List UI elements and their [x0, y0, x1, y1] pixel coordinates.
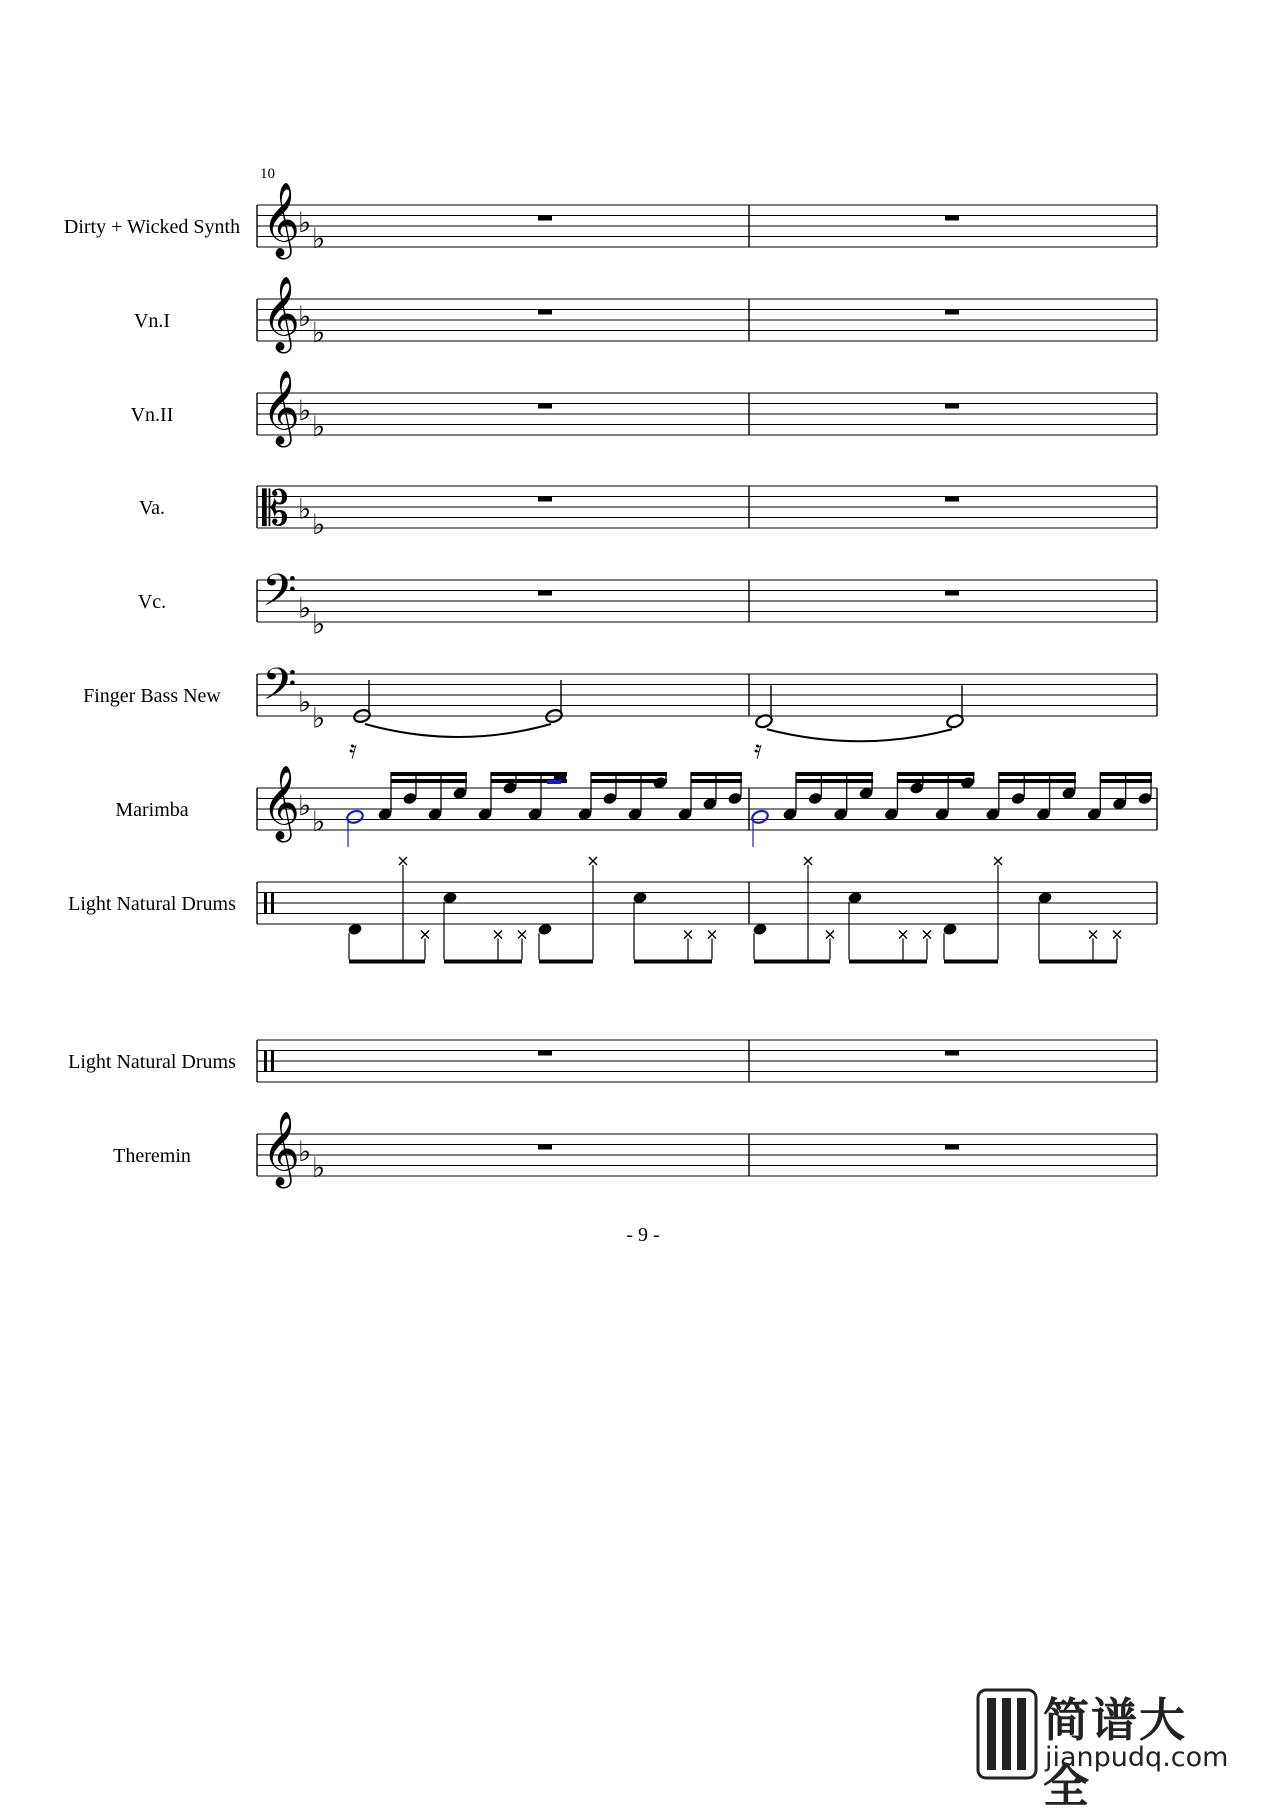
beam	[391, 772, 467, 776]
cross-note-head	[494, 931, 502, 939]
sixteenth-rest-icon: 𝄿	[754, 735, 762, 765]
beam	[691, 772, 742, 776]
beam	[897, 772, 974, 776]
cross-note-head	[826, 931, 834, 939]
staff	[113, 1112, 1157, 1189]
instrument-label: Vc.	[137, 591, 167, 613]
beam	[796, 772, 873, 776]
site-logo	[975, 1684, 1229, 1813]
cross-note-head	[1089, 931, 1097, 939]
cross-note-head	[923, 931, 931, 939]
cross-note-head	[899, 931, 907, 939]
piano-keys-icon	[975, 1684, 1041, 1784]
whole-rest	[945, 216, 959, 221]
staves-layer	[64, 183, 1157, 1189]
beam	[691, 779, 742, 783]
beam	[1039, 960, 1117, 964]
staff	[138, 564, 1157, 640]
beam	[796, 779, 873, 783]
flat-icon: ♭	[312, 1150, 326, 1184]
flat-icon: ♭	[298, 789, 312, 822]
bass-clef-icon: 𝄢	[262, 658, 297, 721]
instrument-label: Va.	[138, 497, 166, 519]
cross-note-head	[399, 857, 407, 865]
beam	[944, 960, 998, 964]
beam	[634, 960, 712, 964]
beam	[1100, 779, 1152, 783]
flat-icon: ♭	[298, 492, 312, 526]
alto-clef-icon: 𝄡	[262, 481, 289, 537]
beam	[897, 779, 974, 783]
cross-note-head	[1113, 931, 1121, 939]
whole-rest	[538, 1145, 552, 1150]
cross-note-head	[708, 931, 716, 939]
logo-chinese-text: 简谱大全	[1043, 1693, 1187, 1813]
whole-rest	[538, 591, 552, 596]
whole-rest	[538, 404, 552, 409]
cross-note-head	[804, 857, 812, 865]
whole-rest	[538, 1051, 552, 1056]
treble-clef-icon: 𝄞	[262, 277, 300, 351]
cross-note-head	[684, 931, 692, 939]
treble-clef-icon: 𝄞	[262, 183, 300, 257]
flat-icon: ♭	[312, 701, 326, 735]
percussion-clef-icon	[271, 1051, 274, 1072]
beam	[999, 779, 1076, 783]
treble-clef-icon: 𝄞	[262, 1112, 300, 1186]
flat-icon: ♭	[298, 685, 312, 719]
measure-number: 10	[260, 166, 275, 182]
flat-icon: ♭	[298, 394, 312, 427]
instrument-label: Vn.II	[130, 404, 174, 426]
flat-icon: ♭	[312, 804, 326, 838]
whole-rest	[538, 497, 552, 502]
staff	[68, 1040, 1157, 1082]
instrument-label: Finger Bass New	[83, 685, 221, 707]
whole-rest	[945, 591, 959, 596]
beam	[591, 779, 667, 783]
whole-rest	[945, 404, 959, 409]
staff	[83, 658, 1157, 734]
page-number: - 9 -	[626, 1224, 660, 1246]
staff	[68, 882, 1157, 924]
beam	[754, 960, 830, 964]
sixteenth-rest-icon: 𝄿	[349, 735, 357, 765]
whole-rest	[538, 310, 552, 315]
staff	[139, 481, 1157, 541]
treble-clef-icon: 𝄞	[262, 371, 300, 445]
flat-icon: ♭	[298, 591, 312, 625]
tie	[365, 724, 551, 737]
beam	[491, 772, 567, 776]
percussion-clef-icon	[264, 893, 267, 914]
beam	[1100, 772, 1152, 776]
highlight-mark	[547, 780, 561, 784]
staff	[64, 183, 1157, 260]
instrument-label: Vn.I	[133, 310, 171, 332]
beam	[391, 779, 467, 783]
flat-icon: ♭	[298, 206, 312, 239]
percussion-clef-icon	[271, 893, 274, 914]
whole-rest	[538, 216, 552, 221]
tie	[767, 729, 952, 741]
flat-icon: ♭	[312, 315, 326, 349]
instrument-label: Light Natural Drums	[68, 1051, 236, 1073]
beam	[349, 960, 425, 964]
staff	[134, 277, 1157, 354]
beam	[849, 960, 927, 964]
bass-clef-icon: 𝄢	[262, 564, 297, 627]
whole-rest	[945, 1145, 959, 1150]
beam	[591, 772, 667, 776]
percussion-clef-icon	[264, 1051, 267, 1072]
whole-rest	[945, 310, 959, 315]
instrument-label: Theremin	[113, 1145, 191, 1167]
instrument-label: Dirty + Wicked Synth	[63, 216, 241, 238]
beam	[444, 960, 522, 964]
treble-clef-icon: 𝄞	[262, 766, 300, 840]
flat-icon: ♭	[312, 607, 326, 641]
staff	[115, 766, 1157, 843]
staff	[131, 371, 1157, 448]
whole-rest	[945, 497, 959, 502]
instrument-label: Light Natural Drums	[68, 893, 236, 915]
beam	[539, 960, 593, 964]
logo-url-text: jianpudq.com	[1045, 1742, 1229, 1773]
beam	[999, 772, 1076, 776]
cross-note-head	[994, 857, 1002, 865]
flat-icon: ♭	[312, 508, 326, 541]
flat-icon: ♭	[312, 221, 326, 255]
flat-icon: ♭	[312, 409, 326, 443]
cross-note-head	[589, 857, 597, 865]
instrument-label: Marimba	[115, 799, 189, 821]
flat-icon: ♭	[298, 1135, 312, 1168]
cross-note-head	[421, 931, 429, 939]
whole-rest	[945, 1051, 959, 1056]
flat-icon: ♭	[298, 300, 312, 333]
cross-note-head	[518, 931, 526, 939]
